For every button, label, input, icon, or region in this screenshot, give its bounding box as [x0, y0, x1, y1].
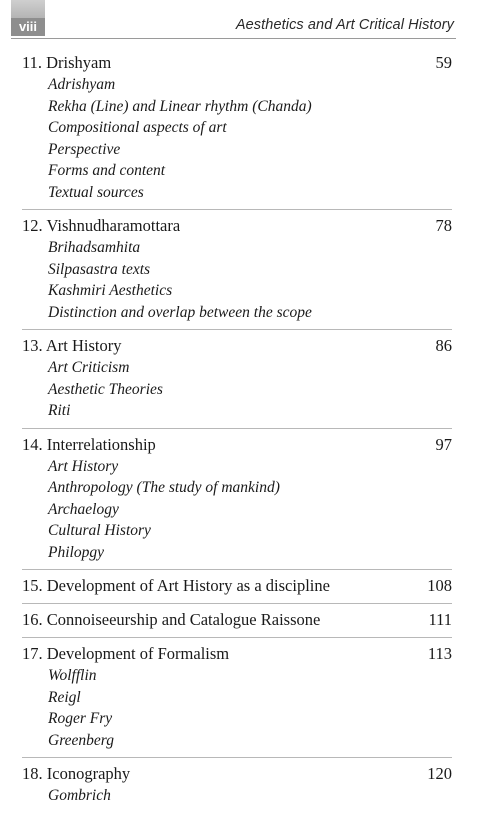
toc-subentry: Reigl [48, 688, 81, 706]
toc-subentry: Rekha (Line) and Linear rhythm (Chanda) [48, 97, 312, 115]
toc-entry-page-number: 120 [427, 764, 452, 783]
toc-entry [22, 569, 452, 603]
toc-entry-number: 13. [22, 336, 43, 355]
toc-subentry-list [22, 456, 452, 564]
toc-subentry: Brihadsamhita [48, 239, 141, 256]
toc-entry-heading [22, 643, 452, 665]
toc-subentry: Silpasastra texts [48, 260, 151, 278]
toc-entry [22, 428, 452, 570]
toc-subentry: Wolfflin [48, 667, 97, 684]
toc-subentry-list [22, 665, 452, 751]
toc-entry-title: Development of Art History as a discipline [46, 576, 330, 595]
toc-entry-page-number: 59 [435, 53, 452, 72]
page-header [0, 0, 482, 42]
toc-subentry: Adrishyam [48, 76, 116, 93]
toc-subentry-list [22, 237, 452, 323]
toc-subentry: Philopgy [48, 543, 104, 561]
toc-subentry: Archaelogy [48, 500, 119, 518]
toc-subentry: Gombrich [48, 787, 111, 804]
toc-entry-title-line [22, 763, 130, 785]
toc-entry [22, 757, 452, 813]
toc-entry-number: 12. [22, 216, 43, 235]
toc-entry-heading [22, 763, 452, 785]
toc-entry-heading [22, 215, 452, 237]
toc-entry-title-line [22, 575, 330, 597]
toc-entry-title: Vishnudharamottara [46, 216, 181, 235]
toc-entry-heading [22, 335, 452, 357]
toc-entry-page-number: 97 [435, 434, 452, 454]
toc-entry-number: 14. [22, 434, 43, 454]
toc-entry-heading [22, 609, 452, 631]
toc-entry-number: 11. [22, 53, 43, 72]
page-number-badge [11, 0, 45, 36]
toc-entry-heading [22, 575, 452, 597]
toc-entry-page-number: 86 [435, 336, 452, 355]
toc-subentry: Textual sources [48, 183, 144, 201]
toc-subentry: Cultural History [48, 522, 151, 539]
toc-subentry: Riti [48, 402, 71, 419]
page-number: viii [11, 18, 45, 36]
toc-entry-title-line [22, 52, 111, 74]
toc-entry-title: Art History [45, 336, 122, 355]
toc-entry-page-number: 78 [435, 216, 452, 235]
toc-subentry-list [22, 74, 452, 203]
toc-subentry: Distinction and overlap between the scope [48, 303, 312, 321]
toc-entry-title: Connoiseeurship and Catalogue Raissone [46, 610, 321, 629]
toc-entry-title: Development of Formalism [46, 644, 230, 663]
toc-entry-heading [22, 52, 452, 74]
toc-entry-title: Interrelationship [46, 434, 156, 454]
toc-subentry-list [22, 785, 452, 807]
header-rule [11, 38, 456, 39]
toc-subentry: Art Criticism [48, 359, 130, 376]
toc-entry-title-line [22, 335, 121, 357]
toc-subentry: Art History [48, 457, 119, 475]
toc-entry [22, 329, 452, 428]
toc-entry [22, 603, 452, 637]
table-of-contents [0, 52, 482, 813]
toc-entry [22, 209, 452, 329]
toc-entry-number: 18. [22, 764, 43, 783]
toc-entry-number: 16. [22, 610, 43, 629]
toc-subentry: Anthropology (The study of mankind) [48, 479, 280, 496]
toc-entry-heading [22, 434, 452, 456]
toc-entry-page-number: 113 [427, 644, 452, 663]
toc-subentry: Forms and content [48, 162, 166, 179]
toc-subentry: Aesthetic Theories [48, 380, 163, 398]
toc-entry [22, 637, 452, 757]
toc-entry-page-number: 108 [427, 576, 452, 595]
toc-entry-title-line [22, 643, 229, 665]
toc-subentry: Greenberg [48, 731, 114, 749]
toc-entry-number: 15. [22, 576, 43, 595]
toc-subentry: Compositional aspects of art [48, 119, 227, 136]
toc-subentry: Perspective [48, 140, 121, 158]
toc-entry-title: Drishyam [46, 53, 112, 72]
toc-entry-title-line [22, 434, 156, 456]
toc-subentry: Roger Fry [48, 710, 113, 727]
toc-entry-title-line [22, 609, 320, 631]
toc-entry-title-line [22, 215, 180, 237]
toc-entry-number: 17. [22, 644, 43, 663]
running-head: Aesthetics and Art Critical History [235, 17, 454, 33]
toc-subentry: Kashmiri Aesthetics [48, 282, 173, 299]
toc-entry-title: Iconography [46, 764, 131, 783]
toc-entry [22, 52, 452, 209]
toc-entry-page-number: 111 [428, 610, 452, 629]
toc-subentry-list [22, 357, 452, 422]
